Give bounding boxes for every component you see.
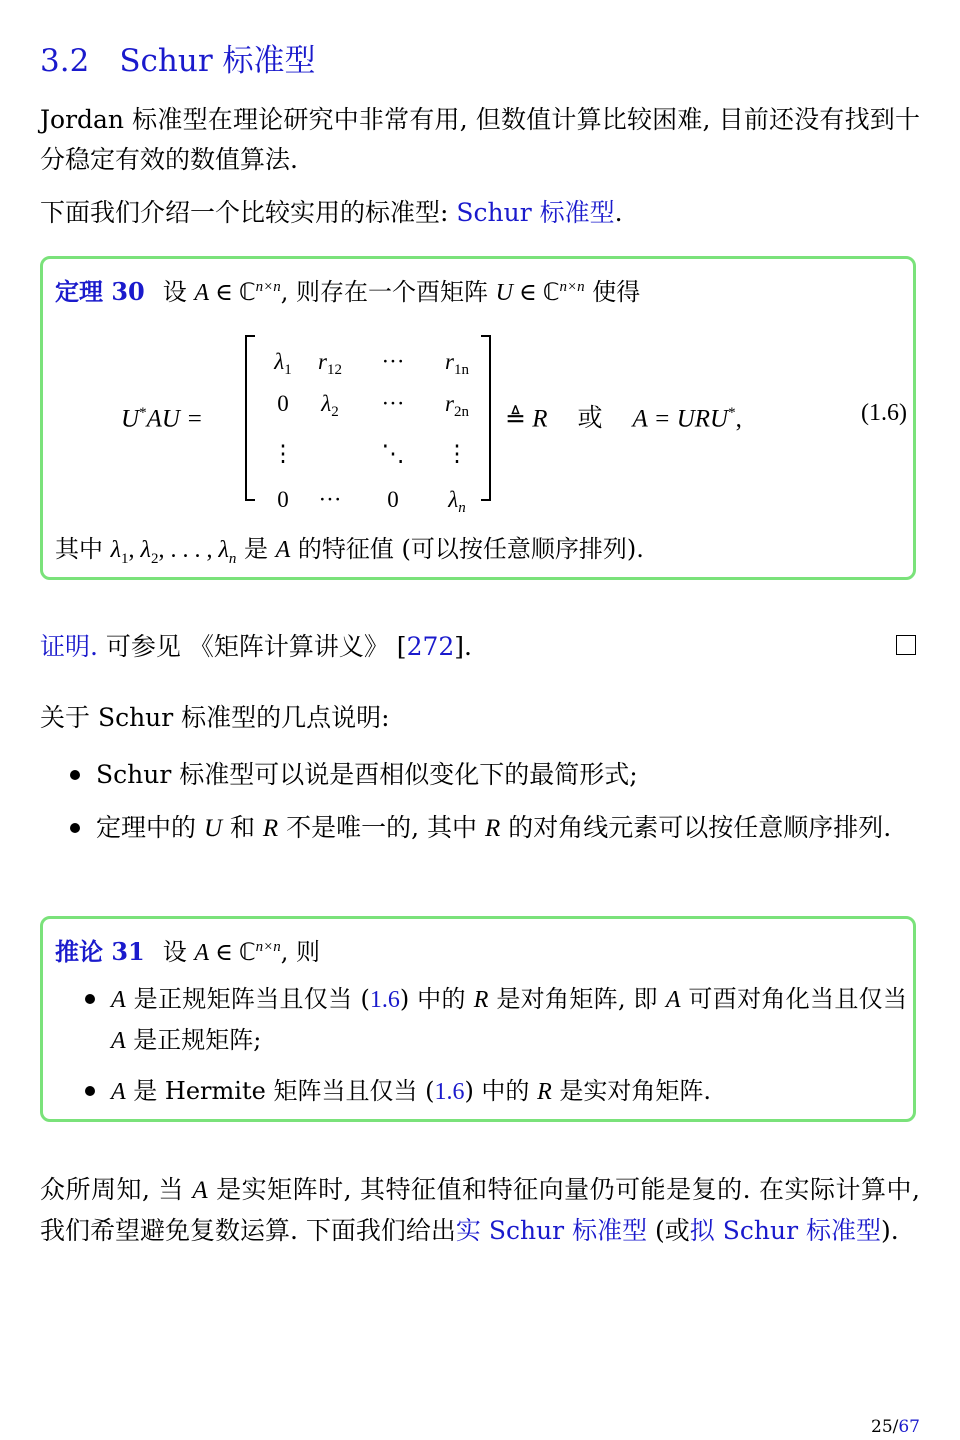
matrix-cell-r1c4: $r_{1n}$	[445, 349, 469, 378]
cor1-text-c: 是对角矩阵, 即	[488, 985, 666, 1013]
closing-text-b: 是实矩阵时, 其特征值和特征向量仍可能是复的. 在实际计算中, 我们希望避免复数运算. 下面我们给出	[40, 1175, 921, 1245]
matrix-cell-r1c1: $\lambda_1$	[274, 349, 292, 378]
bullet-dot	[70, 770, 80, 780]
foot-text-b: 是	[236, 535, 276, 563]
page-number	[871, 1416, 920, 1438]
equation-rhs	[505, 393, 742, 439]
schur-link[interactable]: Schur 标准型	[456, 198, 615, 227]
equation-1-6	[43, 325, 919, 516]
equation-ref-link-2[interactable]: 1.6	[434, 1079, 465, 1105]
cor1-A: A	[111, 987, 126, 1013]
cor1-text-d: 可酉对角化当且仅当	[680, 985, 907, 1013]
corollary-var-A: A	[194, 940, 210, 966]
equation-ref-link-1[interactable]: 1.6	[369, 987, 400, 1013]
page-total-link[interactable]: 67	[898, 1417, 920, 1437]
matrix-cell-r1c3: ···	[381, 349, 405, 374]
theorem-complex-1: ℂ	[238, 278, 256, 306]
matrix-cell-r3c1: ⋮	[271, 441, 295, 466]
remark-2-R: R	[262, 815, 279, 842]
remark-2-text-a: 定理中的	[96, 813, 204, 842]
corollary-in: ∈	[209, 940, 239, 966]
matrix-cell-r3c4: ⋮	[445, 441, 469, 466]
cor2-text-b: ) 中的	[464, 1077, 538, 1105]
matrix-cell-r2c1: 0	[277, 391, 289, 416]
theorem-var-A: A	[194, 280, 210, 306]
theorem-in-2: ∈	[512, 280, 543, 306]
cor1-text-e: 是正规矩阵;	[125, 1026, 262, 1054]
remark-2-text-b: 和	[222, 813, 263, 842]
foot-var-A: A	[275, 537, 291, 563]
section-title	[40, 40, 316, 82]
matrix-cell-r4c4: $\lambda_n$	[448, 487, 466, 516]
rhs-R: R	[532, 405, 548, 433]
corollary-item-1	[111, 979, 907, 1061]
remark-bullet-1	[96, 755, 920, 795]
corollary-item-2	[111, 1071, 907, 1112]
closing-paragraph	[40, 1170, 920, 1251]
proof-end: ].	[454, 632, 472, 661]
matrix-cell-r4c1: 0	[277, 487, 289, 512]
matrix-cell-r4c3: 0	[387, 487, 399, 512]
page-current: 25/	[871, 1417, 899, 1437]
remark-2-R2: R	[485, 815, 501, 842]
qed-box	[896, 635, 916, 655]
proof-line	[40, 627, 920, 667]
intro-paragraph-1: Jordan 标准型在理论研究中非常有用, 但数值计算比较困难, 目前还没有找到十分稳定有效的数值算法.	[40, 105, 920, 174]
intro-paragraph-2	[40, 193, 920, 233]
foot-text-a: 其中	[55, 535, 111, 563]
cor1-text-a: 是正规矩阵当且仅当 (	[125, 985, 370, 1013]
theorem-statement	[55, 269, 640, 311]
theorem-footnote	[55, 531, 644, 577]
remark-2-text-c: 不是唯一的, 其中	[278, 813, 485, 842]
intro-p2-text: 下面我们介绍一个比较实用的标准型:	[40, 198, 457, 227]
rhs-star: *	[728, 405, 736, 421]
matrix-cell-r1c2: $r_{12}$	[318, 349, 342, 378]
matrix-cell-r2c2: $\lambda_2$	[321, 391, 339, 420]
remark-2-text-d: 的对角线元素可以按任意顺序排列.	[500, 813, 892, 842]
lhs-rest: AU =	[146, 405, 204, 433]
equation-number: (1.6)	[861, 400, 907, 426]
theorem-box	[40, 256, 916, 580]
corollary-text-b: , 则	[280, 938, 320, 966]
closing-text-a: 众所周知, 当	[40, 1175, 193, 1204]
closing-var-A: A	[192, 1177, 208, 1204]
cor1-A2: A	[665, 987, 681, 1013]
corollary-sup: n×n	[255, 939, 281, 955]
theorem-text-b: , 则存在一个酉矩阵	[280, 278, 496, 306]
bullet-dot	[85, 1086, 95, 1096]
cor2-R: R	[537, 1079, 552, 1105]
theorem-sup-1: n×n	[255, 279, 281, 295]
foot-text-c: 的特征值 (可以按任意顺序排列).	[290, 535, 644, 563]
theorem-label: 定理 30	[55, 277, 145, 306]
theorem-complex-2: ℂ	[542, 278, 560, 306]
cor2-text-c: 是实对角矩阵.	[551, 1077, 711, 1105]
quasi-schur-link[interactable]: 拟 Schur 标准型	[689, 1216, 881, 1245]
matrix-cell-r2c3: ···	[381, 391, 405, 416]
lhs-star: *	[139, 405, 147, 421]
theorem-text-a: 设	[162, 278, 195, 306]
cor2-A: A	[111, 1079, 126, 1105]
theorem-in-1: ∈	[209, 280, 239, 306]
proof-text: 可参见 《矩阵计算讲义》 [	[97, 632, 407, 661]
remark-2-U: U	[203, 815, 223, 842]
theorem-var-U: U	[495, 280, 513, 306]
schur-matrix	[245, 335, 491, 516]
equation-lhs	[121, 393, 203, 439]
remark-1-text: Schur 标准型可以说是酉相似变化下的最简形式;	[96, 760, 638, 789]
closing-text-c: (或	[647, 1216, 690, 1245]
cor1-R: R	[473, 987, 489, 1013]
remark-bullet-2	[96, 808, 920, 849]
bullet-dot	[70, 823, 80, 833]
rhs-comma: ,	[735, 405, 742, 433]
corollary-text-a: 设	[162, 938, 195, 966]
matrix-cell-r2c4: $r_{2n}$	[445, 391, 469, 420]
corollary-statement	[55, 929, 320, 971]
bullet-dot	[85, 994, 95, 1004]
section-number: 3.2	[40, 43, 90, 79]
lhs-U: U	[121, 405, 140, 433]
cor1-A3: A	[111, 1028, 126, 1054]
cor1-text-b: ) 中的	[399, 985, 474, 1013]
theorem-sup-2: n×n	[559, 279, 585, 295]
rhs-equation: A = URU	[632, 405, 729, 433]
matrix-cell-r4c2: ···	[318, 487, 342, 512]
remarks-intro: 关于 Schur 标准型的几点说明:	[40, 703, 390, 732]
foot-lambdas: $\lambda_1$, $\lambda_2$, . . . , $\lambda_n$	[110, 537, 237, 567]
corollary-complex: ℂ	[238, 938, 256, 966]
cor2-text-a: 是 Hermite 矩阵当且仅当 (	[125, 1077, 435, 1105]
proof-label: 证明.	[40, 632, 98, 661]
corollary-label: 推论 31	[55, 937, 145, 966]
citation-link[interactable]: 272	[406, 632, 455, 661]
intro-p2-end: .	[614, 198, 623, 227]
rhs-def-symbol: ≜	[505, 405, 533, 433]
real-schur-link[interactable]: 实 Schur 标准型	[455, 1216, 648, 1245]
matrix-cell-r3c3: ⋱	[381, 441, 405, 466]
section-title-text: Schur 标准型	[119, 43, 316, 79]
closing-text-d: ).	[880, 1216, 899, 1245]
corollary-box	[40, 916, 916, 1122]
theorem-text-c: 使得	[584, 278, 641, 306]
rhs-or: 或	[577, 403, 603, 433]
